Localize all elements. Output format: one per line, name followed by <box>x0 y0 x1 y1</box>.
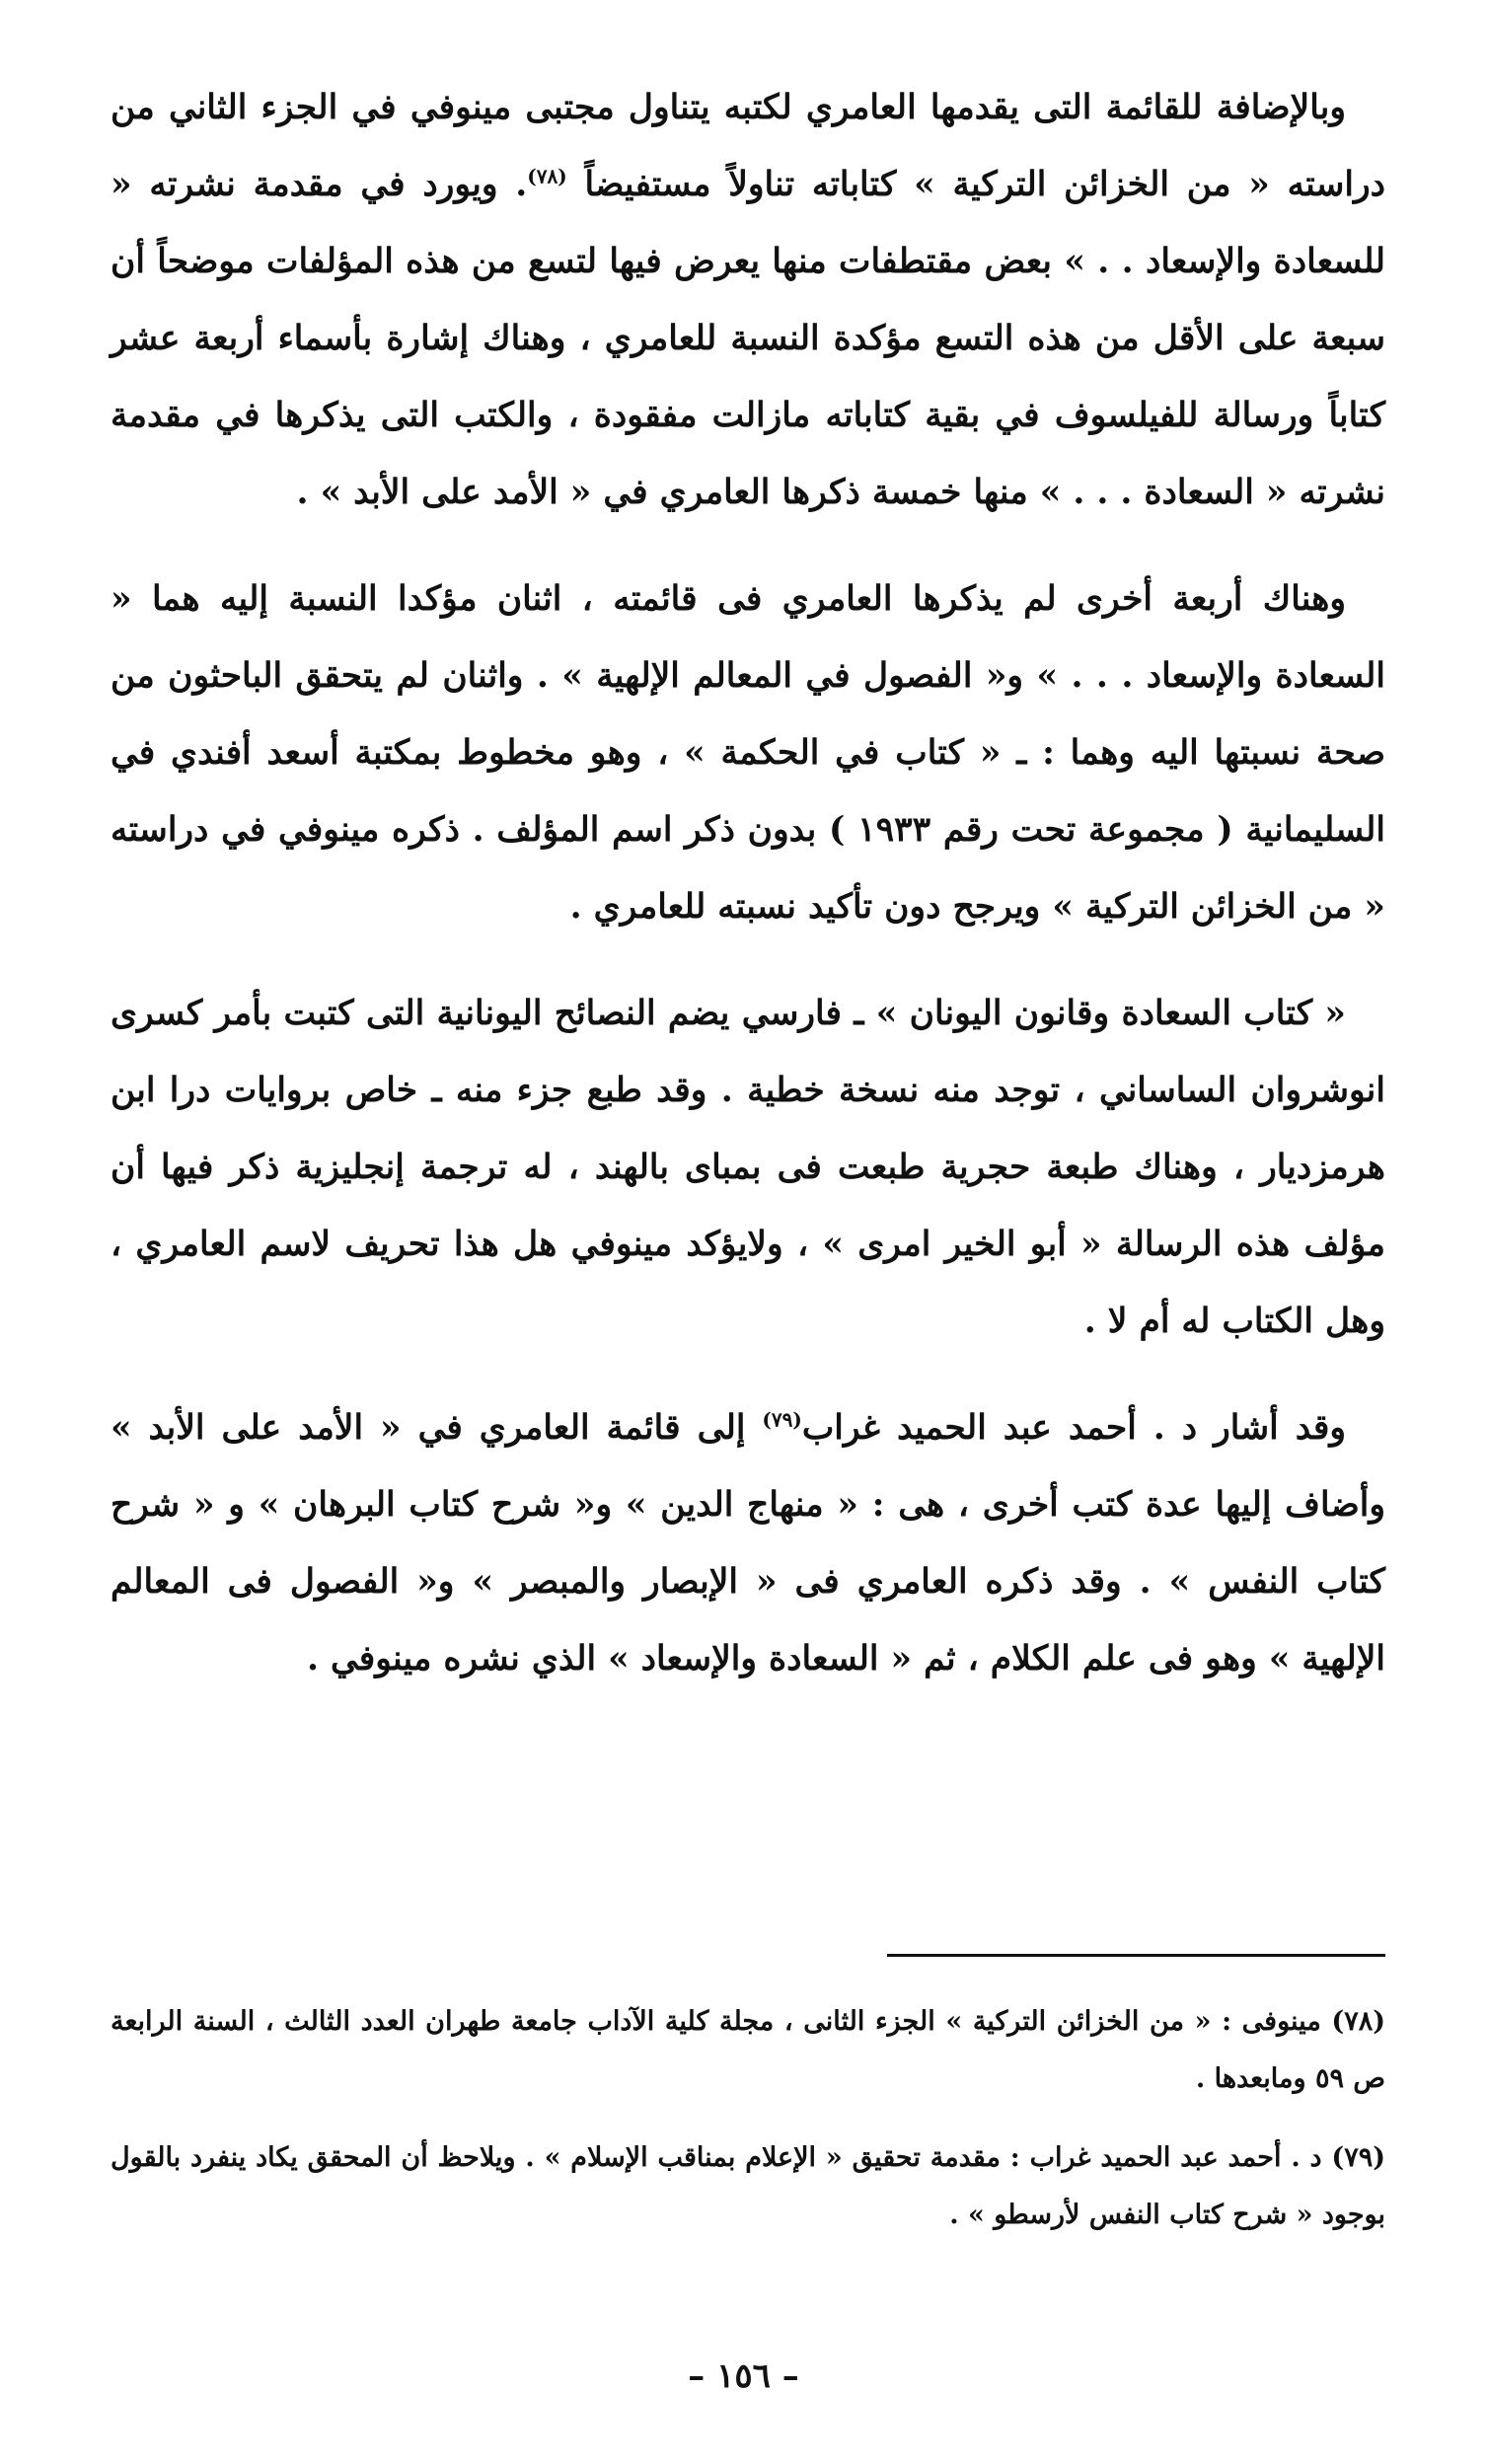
paragraph-3 <box>111 975 1385 1360</box>
paragraph-1-text-a: وبالإضافة للقائمة التى يقدمها العامري لكتبه يتناول مجتبى مينوفي في الجزء الثاني من دراسته « من الخزائن التركية » كتاباته تناولاً مستفيضاً <box>111 88 1385 204</box>
paragraph-1 <box>111 69 1385 531</box>
footnote-79 <box>111 2129 1385 2244</box>
footnote-text: د . أحمد عبد الحميد غراب : مقدمة تحقيق « الإعلام بمناقب الإسلام » . ويلاحظ أن المحقق يكاد ينفرد بالقول بوجود « شرح كتاب النفس لأرسطو » . <box>111 2142 1385 2230</box>
paragraph-2-text: وهناك أربعة أخرى لم يذكرها العامري فى قائمته ، اثنان مؤكدا النسبة إليه هما « السعادة والإسعاد . . . » و« الفصول في المعالم الإلهية » . واثنان لم يتحقق الباحثون من صحة نسبتها اليه وهما : ـ « كتاب في الحكمة » ، وهو مخطوط بمكتبة أسعد أفندي في السليمانية ( مجموعة تحت رقم ١٩٣٣ ) بدون ذكر اسم المؤلف . ذكره مينوفي في دراسته « من الخزائن التركية » ويرجح دون تأكيد نسبته للعامري . <box>111 579 1385 927</box>
footnote-78 <box>111 1993 1385 2108</box>
footnote-ref-79: (٧٩) <box>762 1407 802 1432</box>
paragraph-4-text-a: وقد أشار د . أحمد عبد الحميد غراب <box>801 1408 1346 1448</box>
footnote-number: (٧٨) <box>1331 2006 1385 2037</box>
page-number: – ١٥٦ – <box>688 2356 799 2396</box>
paragraph-4 <box>111 1389 1385 1697</box>
footnote-ref-78: (٧٨) <box>527 164 567 188</box>
paragraph-3-text: « كتاب السعادة وقانون اليونان » ـ فارسي يضم النصائح اليونانية التى كتبت بأمر كسرى انوشروان الساساني ، توجد منه نسخة خطية . وقد طبع جزء منه ـ خاص بروايات درا ابن هرمزديار ، وهناك طبعة حجرية طبعت فى بمباى بالهند ، له ترجمة إنجليزية ذكر فيها أن مؤلف هذه الرسالة « أبو الخير امرى » ، ولايؤكد مينوفي هل هذا تحريف لاسم العامري ، وهل الكتاب له أم لا . <box>111 994 1385 1341</box>
footnotes <box>111 1993 1385 2266</box>
footnote-divider <box>887 1954 1385 1957</box>
paragraph-1-text-b: . ويورد في مقدمة نشرته « للسعادة والإسعاد . . » بعض مقتطفات منها يعرض فيها لتسع من هذه المؤلفات موضحاً أن سبعة على الأقل من هذه التسع مؤكدة النسبة للعامري ، وهناك إشارة بأسماء أربعة عشر كتاباً ورسالة للفيلسوف في بقية كتاباته مازالت مفقودة ، والكتب التى يذكرها في مقدمة نشرته « السعادة . . . » منها خمسة ذكرها العامري في « الأمد على الأبد » . <box>111 165 1385 512</box>
paragraph-2 <box>111 560 1385 945</box>
footnote-number: (٧٩) <box>1331 2142 1385 2173</box>
footnote-text: مينوفى : « من الخزائن التركية » الجزء الثانى ، مجلة كلية الآداب جامعة طهران العدد الثالث ، السنة الرابعة ص ٥٩ ومابعدها . <box>111 2006 1385 2094</box>
main-text <box>111 69 1385 1697</box>
paragraph-4-text-b: إلى قائمة العامري في « الأمد على الأبد » وأضاف إليها عدة كتب أخرى ، هى : « منهاج الدين » و« شرح كتاب البرهان » و « شرح كتاب النفس » . وقد ذكره العامري فى « الإبصار والمبصر » و« الفصول فى المعالم الإلهية » وهو فى علم الكلام ، ثم « السعادة والإسعاد » الذي نشره مينوفي . <box>111 1408 1385 1679</box>
